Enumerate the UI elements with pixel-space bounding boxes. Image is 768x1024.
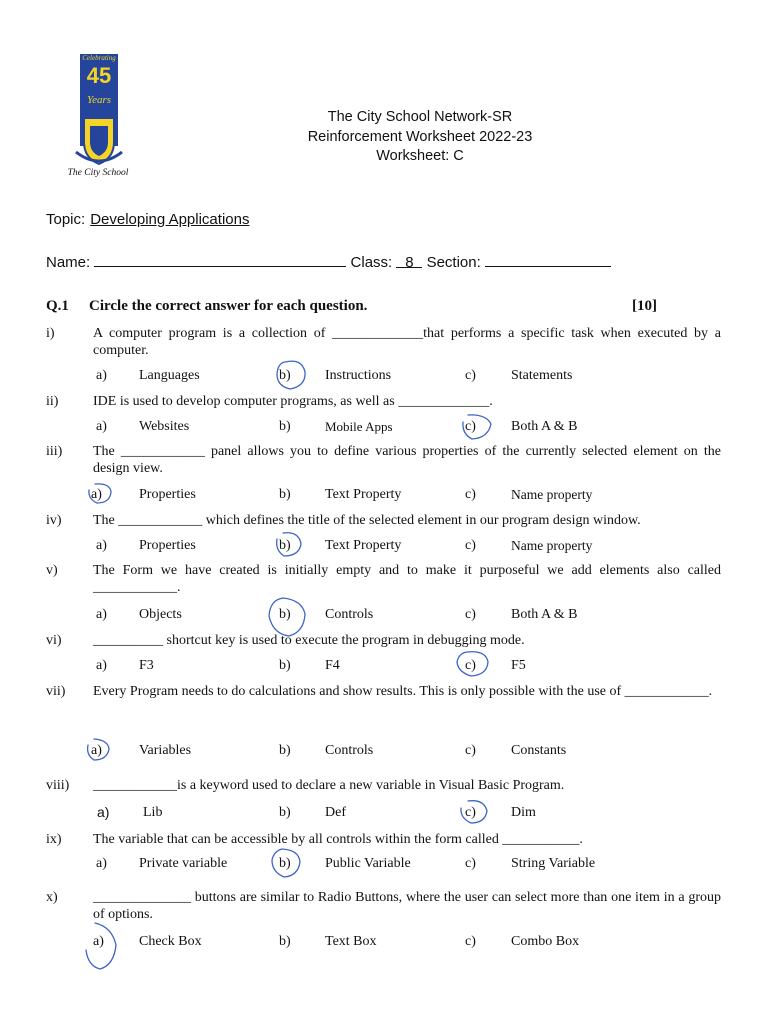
question-text: ____________is a keyword used to declare a new variable in Visual Basic Program. xyxy=(93,778,565,793)
option-text[interactable]: F5 xyxy=(511,658,526,673)
option-text[interactable]: Combo Box xyxy=(511,934,580,949)
option-text[interactable]: Lib xyxy=(143,805,163,820)
option-letter[interactable]: a) xyxy=(97,804,110,820)
section-label: Section: xyxy=(426,254,481,271)
question-text: The Form we have created is initially empty and to make it purposeful we add elements also called ____________. xyxy=(93,563,721,595)
question-text: Every Program needs to do calculations and show results. This is only possible with the use of ____________. xyxy=(93,684,713,699)
question-text: The variable that can be accessible by all controls within the form called ___________. xyxy=(93,832,583,847)
question-number: viii) xyxy=(46,778,70,793)
option-letter[interactable]: a) xyxy=(91,487,102,502)
section-title: Circle the correct answer for each question. xyxy=(89,298,368,314)
option-letter[interactable]: c) xyxy=(465,856,476,871)
student-info-line xyxy=(46,253,611,271)
option-letter[interactable]: a) xyxy=(96,658,107,673)
option-letter[interactable]: c) xyxy=(465,743,476,758)
question-number: ix) xyxy=(46,832,62,847)
option-letter[interactable]: c) xyxy=(465,934,476,949)
option-letter[interactable]: b) xyxy=(279,658,291,673)
question-number: v) xyxy=(46,563,58,578)
question-number: i) xyxy=(46,326,55,341)
option-letter[interactable]: a) xyxy=(96,368,107,383)
question-text: __________ shortcut key is used to execute the program in debugging mode. xyxy=(93,633,525,648)
question-number: ii) xyxy=(46,394,59,409)
logo-years-text: Years xyxy=(86,94,112,106)
option-letter[interactable]: c) xyxy=(465,368,476,383)
option-letter[interactable]: a) xyxy=(96,856,107,871)
question-text: ______________ buttons are similar to Radio Buttons, where the user can select more than one item in a group of options. xyxy=(93,890,721,922)
question-number: x) xyxy=(46,890,58,905)
option-text[interactable]: Controls xyxy=(325,607,374,622)
question-text: IDE is used to develop computer programs, as well as _____________. xyxy=(93,394,493,409)
option-letter[interactable]: b) xyxy=(279,368,291,383)
question-text: The ____________ panel allows you to define various properties of the currently selected element on the design view. xyxy=(93,444,721,476)
option-text[interactable]: Properties xyxy=(139,538,196,553)
option-text[interactable]: Properties xyxy=(139,487,196,502)
option-text[interactable]: Instructions xyxy=(325,368,392,383)
option-letter[interactable]: b) xyxy=(279,538,291,553)
section-number: Q.1 xyxy=(46,298,69,314)
option-text[interactable]: Objects xyxy=(139,607,182,622)
option-text[interactable]: Text Property xyxy=(325,487,402,502)
option-text[interactable]: Dim xyxy=(511,805,536,820)
option-letter[interactable]: b) xyxy=(279,856,291,871)
section-field[interactable] xyxy=(485,253,611,267)
option-letter[interactable]: b) xyxy=(279,934,291,949)
option-text[interactable]: Websites xyxy=(139,419,190,434)
option-text[interactable]: Public Variable xyxy=(325,856,411,871)
option-text[interactable]: Constants xyxy=(511,743,567,758)
option-text[interactable]: Variables xyxy=(139,743,192,758)
option-text[interactable]: Private variable xyxy=(139,856,228,871)
option-text[interactable]: Statements xyxy=(511,368,573,383)
name-label: Name: xyxy=(46,254,91,271)
topic-line xyxy=(46,211,249,228)
option-text[interactable]: String Variable xyxy=(511,856,596,871)
header-worksheet-title: Reinforcement Worksheet 2022-23 xyxy=(307,128,533,145)
logo-number: 45 xyxy=(86,63,112,88)
option-text[interactable]: Def xyxy=(325,805,346,820)
option-letter[interactable]: a) xyxy=(96,419,107,434)
question-number: iv) xyxy=(46,513,62,528)
header-worksheet-id: Worksheet: C xyxy=(376,148,464,164)
option-letter[interactable]: c) xyxy=(465,805,476,820)
option-letter[interactable]: b) xyxy=(279,743,291,758)
option-letter[interactable]: b) xyxy=(279,607,291,622)
option-text[interactable]: Both A & B xyxy=(511,419,578,434)
question-text: The ____________ which defines the title of the selected element in our program design window. xyxy=(93,513,641,528)
option-text[interactable]: Name property xyxy=(511,487,593,502)
option-letter[interactable]: a) xyxy=(93,934,104,949)
question-number: iii) xyxy=(46,444,63,459)
topic-label: Topic: xyxy=(46,211,86,228)
section-marks: [10] xyxy=(632,298,657,314)
option-text[interactable]: Text Property xyxy=(325,538,402,553)
class-label: Class: xyxy=(350,254,393,271)
option-text[interactable]: Text Box xyxy=(325,934,377,949)
class-field[interactable] xyxy=(396,254,422,271)
crest-icon xyxy=(70,112,128,170)
option-text[interactable]: Controls xyxy=(325,743,374,758)
class-value: 8 xyxy=(405,254,414,271)
option-letter[interactable]: a) xyxy=(91,743,102,758)
option-letter[interactable]: c) xyxy=(465,487,476,502)
option-letter[interactable]: c) xyxy=(465,607,476,622)
option-letter[interactable]: a) xyxy=(96,538,107,553)
logo-school-name: The City School xyxy=(67,168,129,178)
worksheet-header xyxy=(270,108,570,167)
option-letter[interactable]: b) xyxy=(279,487,291,502)
option-text[interactable]: F3 xyxy=(139,658,154,673)
option-letter[interactable]: c) xyxy=(465,419,476,434)
topic-value: Developing Applications xyxy=(90,211,250,228)
option-text[interactable]: Both A & B xyxy=(511,607,578,622)
option-text[interactable]: Check Box xyxy=(139,934,202,949)
header-school-network: The City School Network-SR xyxy=(327,109,513,125)
logo-celebrating-text: Celebrating xyxy=(82,54,116,62)
option-letter[interactable]: c) xyxy=(465,538,476,553)
option-text[interactable]: Mobile Apps xyxy=(325,419,393,434)
option-letter[interactable]: b) xyxy=(279,805,291,820)
option-letter[interactable]: b) xyxy=(279,419,291,434)
option-letter[interactable]: a) xyxy=(96,607,107,622)
option-text[interactable]: F4 xyxy=(325,658,340,673)
name-field[interactable] xyxy=(94,253,346,267)
option-letter[interactable]: c) xyxy=(465,658,476,673)
question-number: vi) xyxy=(46,633,62,648)
question-number: vii) xyxy=(46,684,66,699)
school-logo xyxy=(62,50,134,182)
question-text: A computer program is a collection of _____________that performs a specific task when executed by a computer. xyxy=(93,326,721,358)
option-text[interactable]: Name property xyxy=(511,538,593,553)
option-text[interactable]: Languages xyxy=(139,368,200,383)
